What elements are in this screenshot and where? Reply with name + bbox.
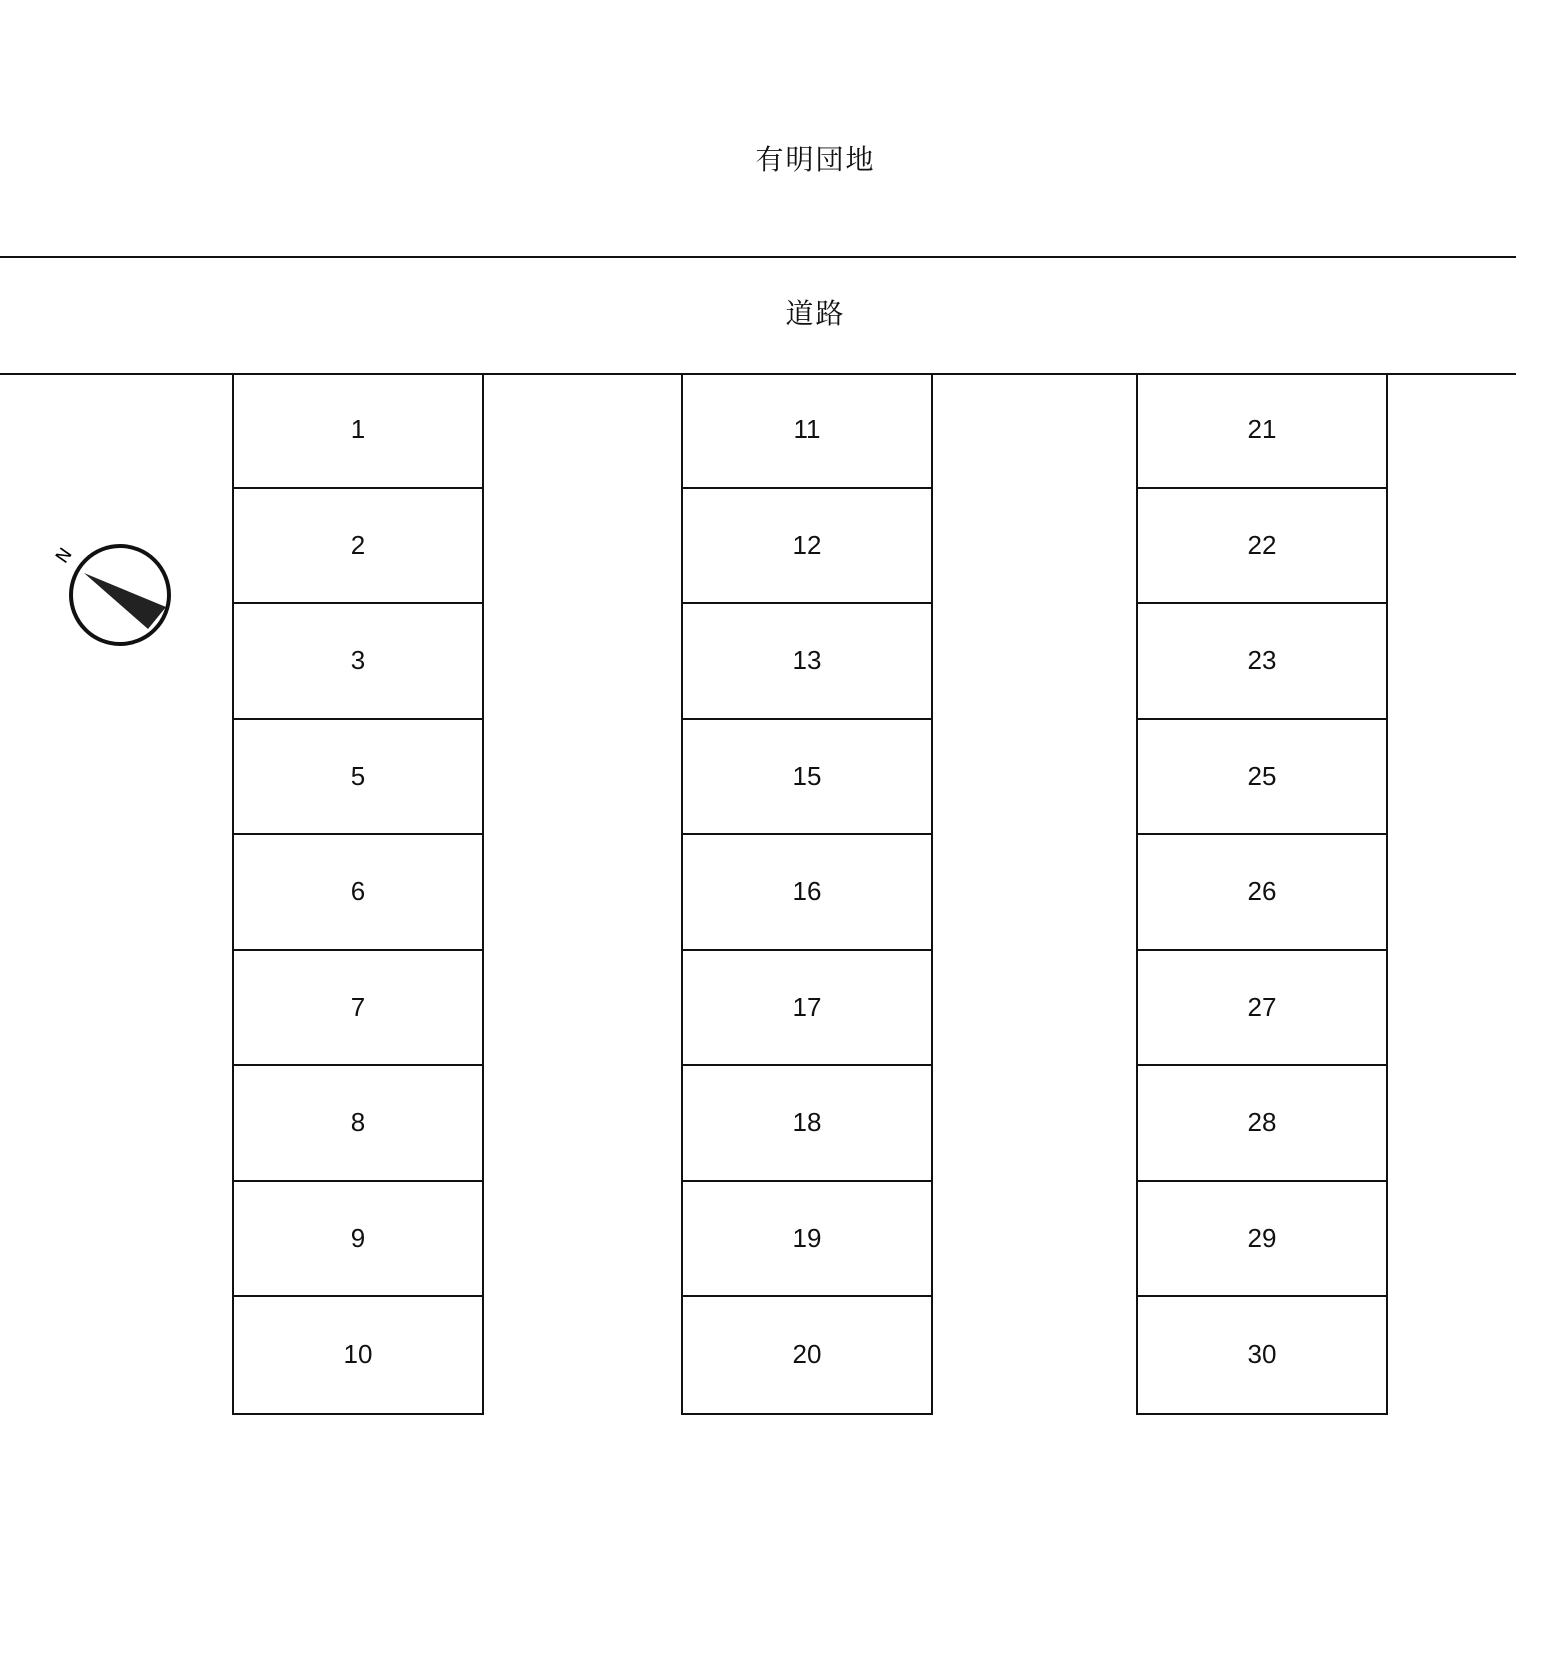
parking-stall[interactable]: 28 (1138, 1066, 1386, 1182)
parking-stall[interactable]: 5 (234, 720, 482, 836)
parking-stall[interactable]: 27 (1138, 951, 1386, 1067)
parking-stall[interactable]: 2 (234, 489, 482, 605)
parking-stall[interactable]: 9 (234, 1182, 482, 1298)
parking-stall[interactable]: 12 (683, 489, 931, 605)
parking-stall[interactable]: 29 (1138, 1182, 1386, 1298)
parking-stall[interactable]: 26 (1138, 835, 1386, 951)
road-top-edge (0, 256, 1516, 258)
parking-stall[interactable]: 19 (683, 1182, 931, 1298)
parking-stall[interactable]: 1 (234, 373, 482, 489)
parking-stall[interactable]: 13 (683, 604, 931, 720)
parking-stall[interactable]: 17 (683, 951, 931, 1067)
stall-column-2 (681, 373, 933, 1415)
stall-column-3 (1136, 373, 1388, 1415)
parking-stall[interactable]: 3 (234, 604, 482, 720)
parking-stall[interactable]: 6 (234, 835, 482, 951)
parking-stall[interactable]: 22 (1138, 489, 1386, 605)
parking-stall[interactable]: 25 (1138, 720, 1386, 836)
parking-stall[interactable]: 10 (343, 1339, 373, 1370)
parking-stall[interactable]: 18 (683, 1066, 931, 1182)
compass-north-label: N (51, 544, 77, 568)
area-name: 有明団地 (755, 143, 876, 176)
parking-stall[interactable]: 16 (683, 835, 931, 951)
parking-stall[interactable]: 8 (234, 1066, 482, 1182)
parking-stall[interactable]: 21 (1138, 373, 1386, 489)
parking-stall[interactable]: 11 (683, 373, 931, 489)
parking-stall[interactable]: 30 (1247, 1339, 1277, 1370)
stall-column-1 (232, 373, 484, 1415)
parking-stall[interactable]: 20 (792, 1339, 822, 1370)
parking-stall[interactable]: 7 (234, 951, 482, 1067)
road-label: 道路 (785, 297, 846, 330)
parking-stall[interactable]: 23 (1138, 604, 1386, 720)
north-arrow-icon (44, 535, 184, 655)
parking-stall[interactable]: 15 (683, 720, 931, 836)
